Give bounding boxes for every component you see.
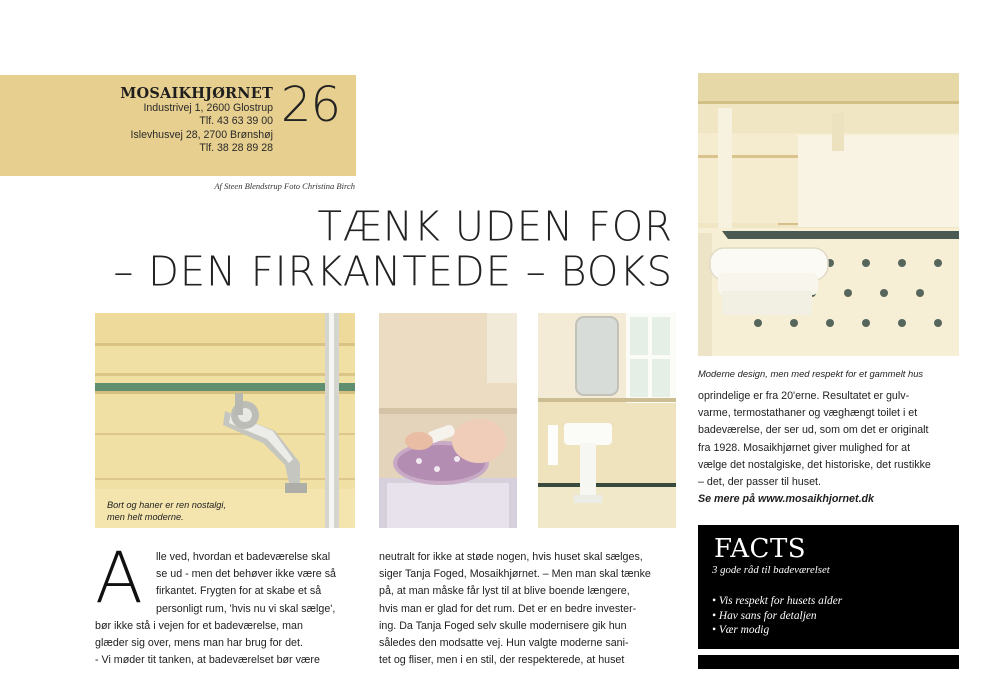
text-line: fra 1928. Mosaikhjørnet giver mulighed for at (698, 441, 911, 454)
website-link[interactable]: Se mere på www.mosaikhjornet.dk (698, 493, 875, 506)
facts-item: • Vis respekt for husets alder (712, 594, 842, 609)
sink-illustration (538, 313, 676, 528)
text-line: vælge det nostalgiske, det historiske, det rustikke (698, 458, 931, 471)
address-line: Industrivej 1, 2600 Glostrup (143, 102, 273, 114)
page-number: 26 (280, 77, 340, 133)
article-column-2 (379, 549, 676, 669)
text-line: – det, der passer til huset. (698, 476, 821, 489)
phone-line: Tlf. 38 28 89 28 (199, 142, 273, 155)
text-line: glæder sig over, mens man har brug for det. (95, 637, 303, 650)
headline-line-2: – DEN FIRKANTEDE – BOKS (113, 248, 673, 296)
byline: Af Steen Blendstrup Foto Christina Birch (214, 181, 355, 191)
facts-list (712, 594, 842, 638)
text-line: tet og fliser, men i en stil, der respekterede, at huset (379, 654, 625, 667)
bottom-bar (698, 655, 959, 669)
text-line: personligt rum, 'hvis nu vi skal sælge', (156, 602, 336, 615)
article-column-3 (698, 388, 961, 508)
photo-tap (95, 313, 355, 528)
text-line: således den modsatte vej. Hun valgte moderne sani- (379, 637, 629, 650)
address-line: Islevhusvej 28, 2700 Brønshøj (130, 128, 273, 141)
facts-item: • Hav sans for detaljen (712, 609, 842, 624)
header-band (0, 75, 356, 176)
text-line: bør ikke stå i vejen for et badeværelse, man (95, 619, 303, 632)
caption-bathroom: Moderne design, men med respekt for et gammelt hus (698, 368, 924, 379)
facts-box (698, 525, 959, 649)
text-line: ing. Da Tanja Foged selv skulle modernisere gik hun (379, 619, 627, 632)
photo-bathroom (698, 73, 959, 356)
text-line: på, at man måske får lyst til at blive boende længere, (379, 585, 630, 598)
caption-tap: Bort og haner er ren nostalgi, men helt moderne. (107, 500, 226, 522)
text-line: lle ved, hvordan et badeværelse skal (156, 551, 331, 563)
photo-baby (379, 313, 517, 528)
bathroom-illustration (698, 73, 959, 356)
facts-item: • Vær modig (712, 623, 842, 638)
text-line: hvis man er glad for det rum. Det er en bedre invester- (379, 602, 637, 615)
text-line: neutralt for ikke at støde nogen, hvis huset skal sælges, (379, 551, 643, 563)
photo-sink (538, 313, 676, 528)
text-line: oprindelige er fra 20'erne. Resultatet er gulv- (698, 390, 910, 402)
facts-subtitle: 3 gode råd til badeværelset (712, 564, 830, 576)
text-line: varme, termostathaner og væghængt toilet i et (698, 407, 918, 420)
drop-cap: A (95, 537, 143, 619)
facts-title: FACTS (714, 534, 807, 564)
text-line: - Vi møder tit tanken, at badeværelset bør være (95, 654, 320, 667)
text-line: siger Tanja Foged, Mosaikhjørnet. – Men man skal tænke (379, 568, 651, 581)
text-line: badeværelse, der ser ud, som om det er originalt (698, 424, 929, 437)
phone-line: Tlf. 43 63 39 00 (199, 115, 273, 128)
text-line: se ud - men det behøver ikke være så (156, 568, 336, 581)
baby-illustration (379, 313, 517, 528)
article-column-1 (95, 549, 357, 669)
tap-illustration (95, 313, 355, 528)
text-line: firkantet. Frygten for at skabe et så (156, 585, 322, 598)
headline (113, 205, 673, 295)
company-address (131, 102, 274, 156)
company-name: MOSAIKHJØRNET (120, 85, 273, 102)
headline-line-1: TÆNK UDEN FOR (317, 203, 673, 251)
